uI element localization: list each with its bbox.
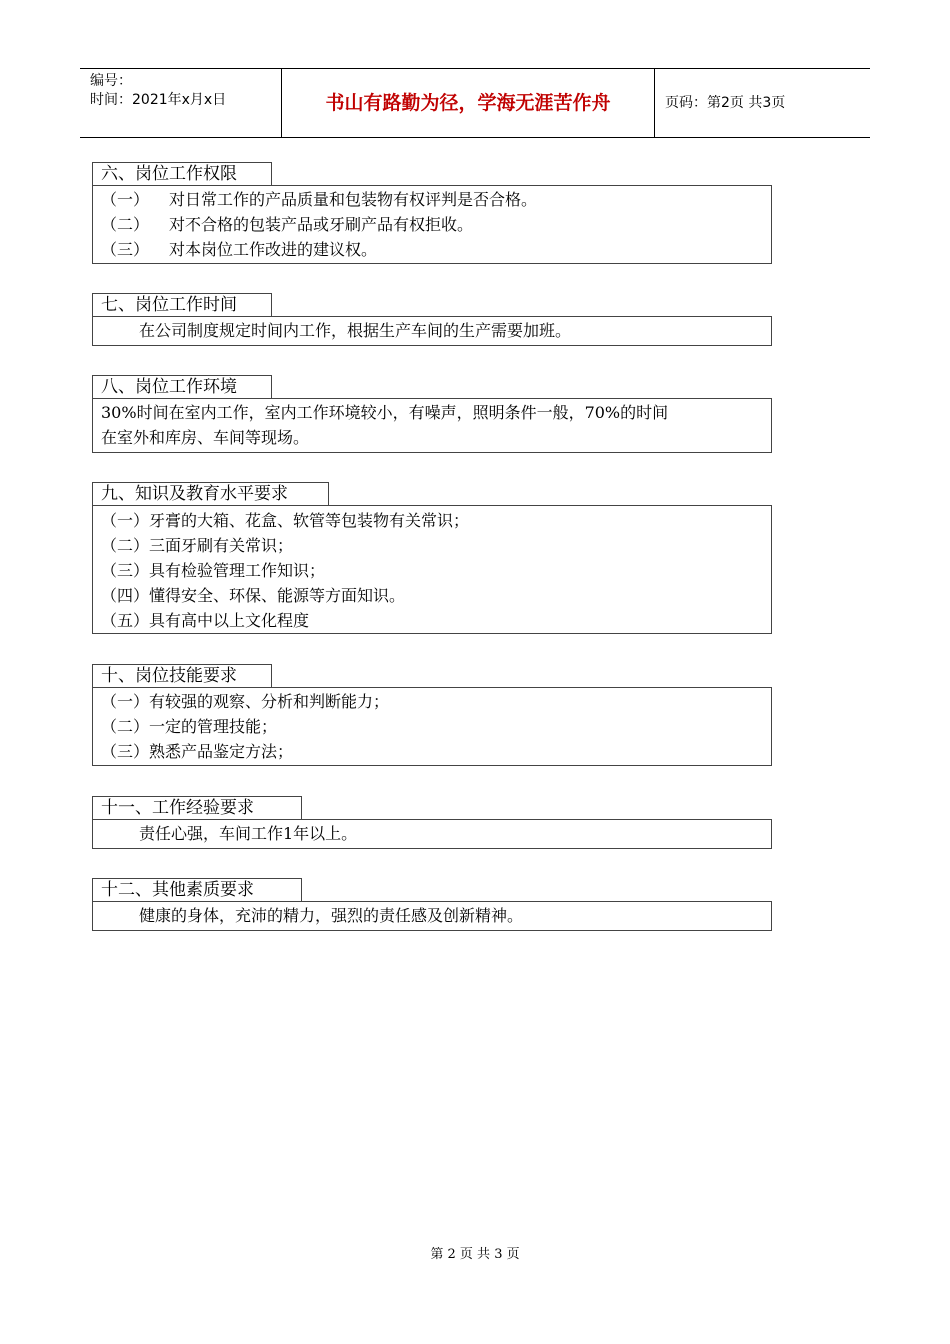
paragraph-line: 责任心强，车间工作1年以上。	[139, 824, 358, 843]
section-content	[92, 316, 772, 346]
page-info: 页码：第2页 共3页	[665, 95, 786, 111]
header-motto-cell	[282, 69, 655, 137]
section-title: 六、岗位工作权限	[92, 162, 272, 185]
list-item: （一）牙膏的大箱、花盒、软管等包装物有关常识；	[101, 511, 470, 530]
section-content	[92, 901, 772, 931]
serial-number-label: 编号：	[90, 73, 132, 89]
section-content	[92, 185, 772, 264]
item-number: （三）	[101, 240, 150, 259]
list-item: （二）三面牙刷有关常识；	[101, 536, 294, 555]
section-title: 十、岗位技能要求	[92, 664, 272, 687]
list-item: （三）熟悉产品鉴定方法；	[101, 742, 294, 761]
motto: 书山有路勤为径，学海无涯苦作舟	[325, 92, 611, 114]
list-item: （三）具有检验管理工作知识；	[101, 561, 326, 580]
document-header	[80, 68, 870, 138]
page-footer: 第 2 页 共 3 页	[430, 1247, 520, 1262]
header-page-cell	[655, 69, 870, 137]
section-title: 十二、其他素质要求	[92, 878, 302, 901]
item-text: 对日常工作的产品质量和包装物有权评判是否合格。	[169, 190, 538, 209]
list-item	[101, 237, 763, 262]
item-text: 对不合格的包装产品或牙刷产品有权拒收。	[169, 215, 474, 234]
section-title: 八、岗位工作环境	[92, 375, 272, 398]
section-content	[92, 505, 772, 634]
list-item: （二）一定的管理技能；	[101, 717, 278, 736]
section-title: 七、岗位工作时间	[92, 293, 272, 316]
section-content	[92, 687, 772, 766]
section-content	[92, 819, 772, 849]
section-content	[92, 398, 772, 453]
date-line: 时间：2021年x月x日	[90, 92, 227, 108]
item-number: （二）	[101, 215, 150, 234]
list-item: （四）懂得安全、环保、能源等方面知识。	[101, 586, 406, 605]
paragraph-line: 健康的身体，充沛的精力，强烈的责任感及创新精神。	[139, 906, 524, 925]
paragraph-line: 30%时间在室内工作，室内工作环境较小，有噪声，照明条件一般，70%的时间	[101, 403, 669, 422]
list-item: （一）有较强的观察、分析和判断能力；	[101, 692, 390, 711]
item-number: （一）	[101, 190, 150, 209]
list-item: （五）具有高中以上文化程度	[101, 611, 310, 630]
header-meta-cell	[80, 69, 282, 137]
item-text: 对本岗位工作改进的建议权。	[169, 240, 378, 259]
paragraph-line: 在公司制度规定时间内工作，根据生产车间的生产需要加班。	[139, 321, 572, 340]
list-item	[101, 187, 763, 212]
list-item	[101, 212, 763, 237]
section-title: 十一、工作经验要求	[92, 796, 302, 819]
paragraph-line: 在室外和库房、车间等现场。	[101, 428, 310, 447]
section-title: 九、知识及教育水平要求	[92, 482, 329, 505]
